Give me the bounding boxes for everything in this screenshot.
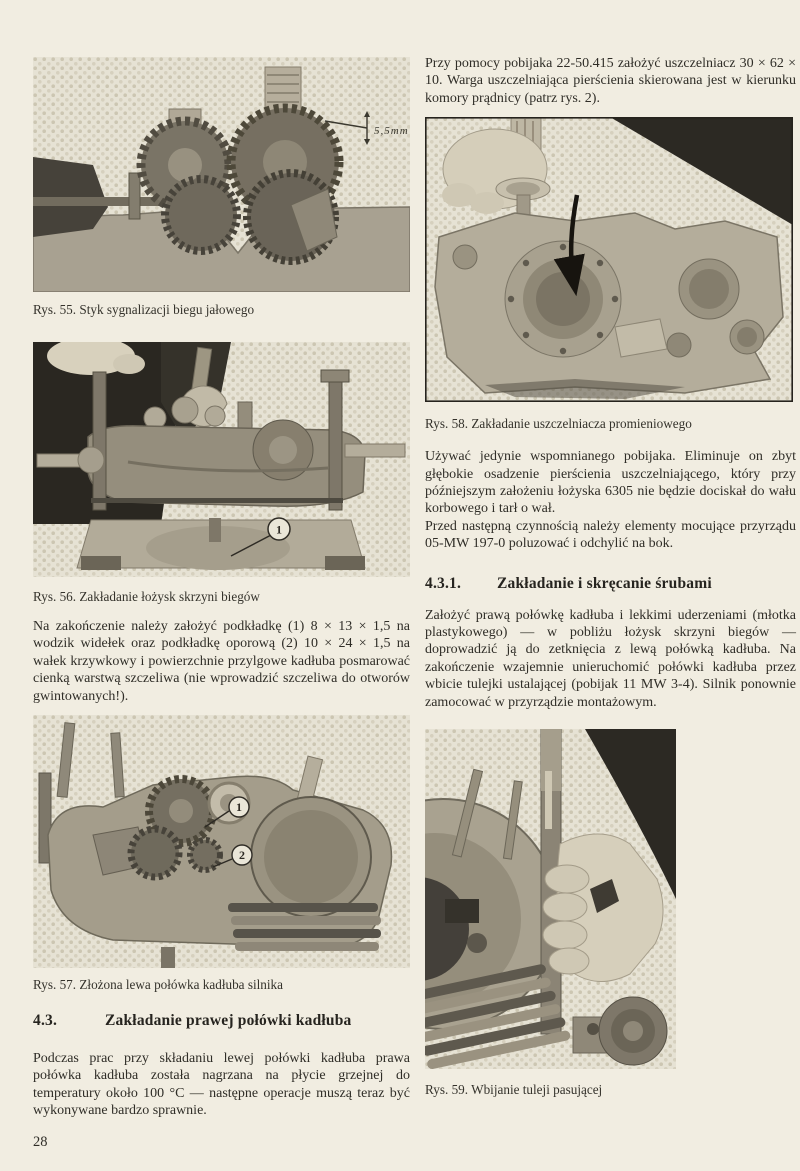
dimension-label: 5,5mm [374,125,409,137]
crankcase-half [435,213,783,393]
section-number: 4.3. [33,1012,58,1030]
section-number: 4.3.1. [425,574,462,592]
right-column [425,55,796,1097]
left-column [33,57,410,1151]
figure-caption-rys57: Rys. 57. Złożona lewa połówka kadłuba silnika [33,977,283,993]
stand-base [77,518,365,570]
paragraph-washers: Na zakończenie należy założyć podkładkę (1) 8 × 13 × 1,5 na wodzik widełek oraz podkładkę oporową (2) 10 × 24 × 1,5 na wałek krzywkowy i powierzchnie przylgowe kadłuba posmarować cienką warstwą szczeliwa (nie wprowadzić szczeliwa do otworów gwintowanych!). [33,619,410,704]
page-number: 28 [33,1133,48,1150]
section-title: Zakładanie prawej połówki kadłuba [105,1012,352,1030]
figure-caption-rys55: Rys. 55. Styk sygnalizacji biegu jałowego [33,302,255,317]
section-heading-4-3-1 [425,575,796,593]
paragraph-seal-intro: Przy pomocy pobijaka 22-50.415 założyć uszczelniacz 30 × 62 × 10. Warga uszczelniająca pierścienia skierowana jest w kierunku komory prądnicy (patrz rys. 2). [425,56,796,106]
gears-photo-illustration [33,57,410,292]
paragraph-przed: Przed następną czynnością należy elementy mocujące przyrządu 05-MW 197-0 poluzować i odchylić na bok. [425,518,796,552]
figure-rys55-photo [33,57,410,292]
callout-1-number: 1 [236,800,242,815]
figure-rys56-photo [33,342,410,577]
figure-caption-rys58: Rys. 58. Zakładanie uszczelniacza promieniowego [425,416,692,432]
figure-rys57-photo [33,715,410,968]
sleeve-driving-photo-illustration [425,729,676,1069]
seal-install-photo-illustration [425,117,793,402]
paragraph-pobijak: Używać jedynie wspomnianego pobijaka. Eliminuje on zbyt głębokie osadzenie pierścienia uszczelniającego, który przy późniejszym założeniu łożyska 6305 nie będzie dociskał do wału korbowego i tarł o wał. [425,449,796,517]
paragraph-heating: Podczas prac przy składaniu lewej połówki kadłuba prawa połówka kadłuba została nagrzana na płycie grzejnej do temperatury około 100 °C — następne operacje muszą teraz być wykonywane bardzo sprawnie. [33,1051,410,1119]
figure-rys58-photo [425,117,796,402]
crankcase-half-photo-illustration [33,715,410,968]
section-heading-4-3 [33,1012,410,1030]
paragraph-assembly: Założyć prawą połówkę kadłuba i lekkimi uderzeniami (młotka plastykowego) — w pobliżu łożysk skrzyni biegów — doprowadzić ją do zetknięcia z lewą połówką kadłuba. Na zakończenie wzajemnie unieruchomić połówki kadłuba przez wbicie tulejki ustalającej (pobijak 11 MW 3-4). Silnik ponownie zamocować w przyrządzie montażowym. [425,607,796,710]
figure-caption-rys56: Rys. 56. Zakładanie łożysk skrzyni biegów [33,589,260,604]
section-title: Zakładanie i skręcanie śrubami [497,574,712,592]
callout-2-number: 2 [239,848,245,863]
figure-caption-rys59: Rys. 59. Wbijanie tuleji pasującej [425,1082,603,1098]
callout-1-number: 1 [276,522,282,537]
figure-rys59-photo [425,729,796,1069]
assembly-stand-photo-illustration [33,342,410,577]
